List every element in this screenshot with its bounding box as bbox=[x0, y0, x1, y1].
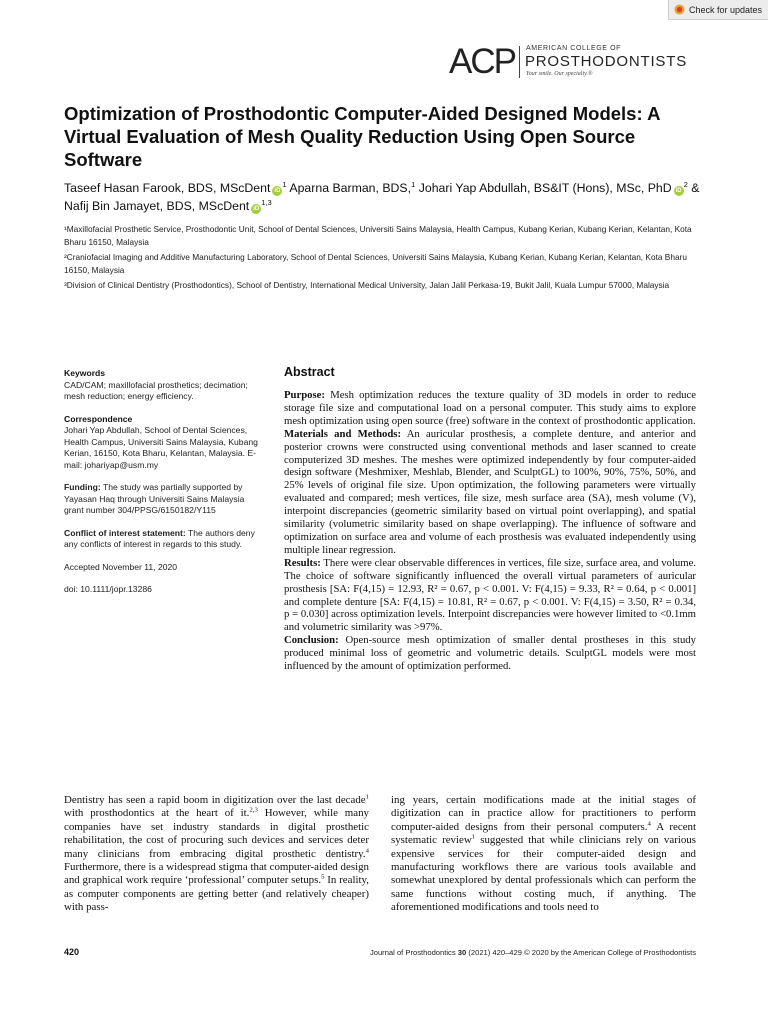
purpose-text: Mesh optimization reduces the texture quality of 3D models in order to reduce storage file size and computational load on a personal computer. This study aims to explore mesh optimization using open source (free) software in the context of prosthodontic application. bbox=[284, 389, 697, 427]
author-3-affil: 2 bbox=[683, 179, 688, 189]
orcid-icon[interactable]: iD bbox=[675, 188, 682, 194]
affiliation-1: ¹Maxillofacial Prosthetic Service, Prosthodontic Unit, School of Dental Sciences, Universiti Sains Malaysia, Health Campus, Kubang Kerian, Kubang Kerian, Kelantan, Kota Bharu 16150, Malaysia bbox=[64, 224, 692, 248]
citation[interactable]: 1 bbox=[471, 833, 476, 841]
accepted-block bbox=[64, 562, 264, 574]
check-for-updates-badge[interactable] bbox=[668, 0, 768, 20]
abstract-results bbox=[284, 557, 696, 634]
results-text: There were clear observable differences in vertices, file size, surface area, and volume. The choice of software significantly influenced the overall virtual parameters of auricular prosthesis [SA: F(4,15) = 12.93, R² = 0.67, p < 0.001. V: F(4,15) = 9.33, R² = 0.64, p < 0.001] and complete denture [SA: F(4,15) = 10.81, R² = 0.67, p < 0.001. V: F(4,15) = 3.50, R² = 0.34, p = 0.030] across optimization levels. Interpoint discrepancies were however limited to <0.1mm and volumetric similarity was >97%. bbox=[284, 556, 696, 634]
logo-big-text: PROSTHODONTISTS bbox=[525, 53, 688, 70]
correspondence-text: Johari Yap Abdullah, School of Dental Sciences, Health Campus, Universiti Sains Malaysia, Kubang Kerian, 16150, Kota Bharu, Kelantan, Malaysia. E-mail: johariyap@usm.my bbox=[64, 425, 258, 470]
conclusion-text: Open-source mesh optimization of smaller dental prostheses in this study produced minimal loss of geometric and volumetric details. SculptGL models were most influenced by the amount of optimization performed. bbox=[284, 634, 696, 673]
logo-divider bbox=[519, 46, 520, 78]
abstract-heading: Abstract bbox=[284, 365, 335, 379]
correspondence-block bbox=[64, 414, 264, 472]
citation[interactable]: 1 bbox=[365, 793, 369, 801]
keywords-heading: Keywords bbox=[64, 368, 106, 378]
abstract-section bbox=[284, 365, 696, 673]
citation[interactable]: 4 bbox=[647, 820, 651, 828]
keywords-text: CAD/CAM; maxillofacial prosthetics; decimation; mesh reduction; energy efficiency. bbox=[64, 379, 248, 401]
check-for-updates-label: Check for updates bbox=[689, 4, 763, 15]
funding-block bbox=[64, 482, 264, 517]
methods-label: Materials and Methods: bbox=[284, 427, 402, 440]
results-label: Results: bbox=[284, 556, 321, 569]
author-3: Johari Yap Abdullah, BS&IT (Hons), MSc, PhD bbox=[418, 181, 672, 195]
author-1-affil: 1 bbox=[282, 179, 287, 189]
conflict-label: Conflict of interest statement: bbox=[64, 527, 186, 538]
orcid-icon[interactable]: iD bbox=[274, 188, 281, 194]
keywords-block bbox=[64, 368, 264, 403]
page-number: 420 bbox=[64, 947, 80, 957]
conflict-block bbox=[64, 528, 264, 551]
author-2-affil: 1 bbox=[411, 179, 416, 189]
conflict-text: The authors deny any conflicts of interest in regards to this study. bbox=[64, 527, 255, 549]
funding-label: Funding: bbox=[64, 482, 101, 492]
citation[interactable]: 2,3 bbox=[249, 806, 258, 814]
journal-name: Journal of Prosthodontics bbox=[369, 948, 456, 957]
citation[interactable]: 5 bbox=[321, 873, 325, 881]
affiliation-2: ²Craniofacial Imaging and Additive Manufacturing Laboratory, School of Dental Sciences, Universiti Sains Malaysia, Kubang Kerian, Kubang Kerian, Kelantan, Kota Bharu 16150, Malaysia bbox=[64, 251, 687, 276]
logo-mark: ACP bbox=[449, 42, 515, 81]
journal-logo bbox=[449, 42, 709, 82]
author-4-affil: 1,3 bbox=[261, 197, 272, 207]
article-info-sidebar bbox=[64, 368, 264, 607]
logo-tagline: Your smile. Our specialty.® bbox=[526, 71, 593, 77]
citation[interactable]: 4 bbox=[365, 847, 369, 854]
article-title: Optimization of Prosthodontic Computer-Aided Designed Models: A Virtual Evaluation of Mesh Quality Reduction Using Open Source Software bbox=[64, 103, 660, 170]
affiliation-3: ³Division of Clinical Dentistry (Prosthodontics), School of Dentistry, International Medical University, Jalan Jalil Perkasa-19, Bukit Jalil, Kuala Lumpur 57000, Malaysia bbox=[64, 279, 670, 290]
doi-block bbox=[64, 584, 264, 596]
body-column-2: ing years, certain modifications made at the initial stages of digitization can in practice allow for practitioners to perform computer-aided designs from their personal computers.$^4$ A recent systematic review$^1$ suggested that while clinicians rely on various expensive services for their computer-aided design and manufacturing workflows there are various tools available and somewhat unexplored by dental professionals which can perform the same functions without costing much, if anything. The aforementioned modifications and tools need to bbox=[391, 794, 696, 914]
abstract-methods bbox=[284, 428, 696, 557]
journal-issue-info: (2021) 420–429 © 2020 by the American College of Prosthodontists bbox=[468, 948, 696, 957]
journal-volume: 30 bbox=[457, 948, 467, 957]
purpose-label: Purpose: bbox=[284, 389, 325, 401]
journal-footer bbox=[370, 948, 696, 957]
abstract-conclusion bbox=[284, 634, 696, 673]
update-icon bbox=[674, 4, 685, 15]
author-list bbox=[64, 180, 704, 215]
affiliations bbox=[64, 223, 704, 294]
author-2: Aparna Barman, BDS, bbox=[289, 181, 412, 195]
abstract-purpose bbox=[284, 389, 696, 428]
doi-link[interactable]: doi: 10.1111/jopr.13286 bbox=[64, 584, 152, 594]
funding-text: The study was partially supported by Yayasan Haq through Universiti Sains Malaysia grant number 304/PPSG/6150182/Y115 bbox=[64, 482, 245, 515]
logo-small-text: AMERICAN COLLEGE OF bbox=[526, 45, 622, 52]
accepted-date: Accepted November 11, 2020 bbox=[64, 561, 178, 572]
orcid-icon[interactable]: iD bbox=[253, 205, 260, 212]
author-4: & Nafij Bin Jamayet, BDS, MScDent bbox=[64, 181, 700, 213]
correspondence-heading: Correspondence bbox=[64, 413, 133, 424]
conclusion-label: Conclusion: bbox=[284, 634, 339, 647]
author-1: Taseef Hasan Farook, BDS, MScDent bbox=[64, 181, 271, 195]
methods-text: An auricular prosthesis, a complete denture, and anterior and posterior crowns were constructed using conventional methods and laser scanned to create computerized 3D meshes. The meshes were optimized independently by four computer-aided design software (Meshmixer, Meshlab, Blender, and SculptGL) to 100%, 90%, 75%, 50%, and 25% levels of original file size. Upon optimization, the following parameters were virtually evaluated and compared; mesh vertices, file size, mesh surface area (SA), mesh volume (V), interpoint discrepancies (geometric similarity based on virtual point overlapping), and spatial similarity (volumetric similarity based on shape overlapping). The influence of software and optimization on surface area and volume of each prosthesis was evaluated independently using multiple linear regression. bbox=[284, 427, 697, 556]
body-column-1: Dentistry has seen a rapid boom in digitization over the last decade$^1$ with prosthodontics at the heart of it.$^{2,3}$ However, while many companies have set industry standards in digital prosthetic rehabilitation, the cost of procuring such devices and services deter many clinicians from embracing digital prosthetic dentistry.$^4$ Furthermore, there is a widespread stigma that computer-aided design and graphical work require ‘professional’ computer setups.$^5$ In reality, as computer components are getting better (and relatively cheaper) with pass- bbox=[64, 793, 369, 914]
